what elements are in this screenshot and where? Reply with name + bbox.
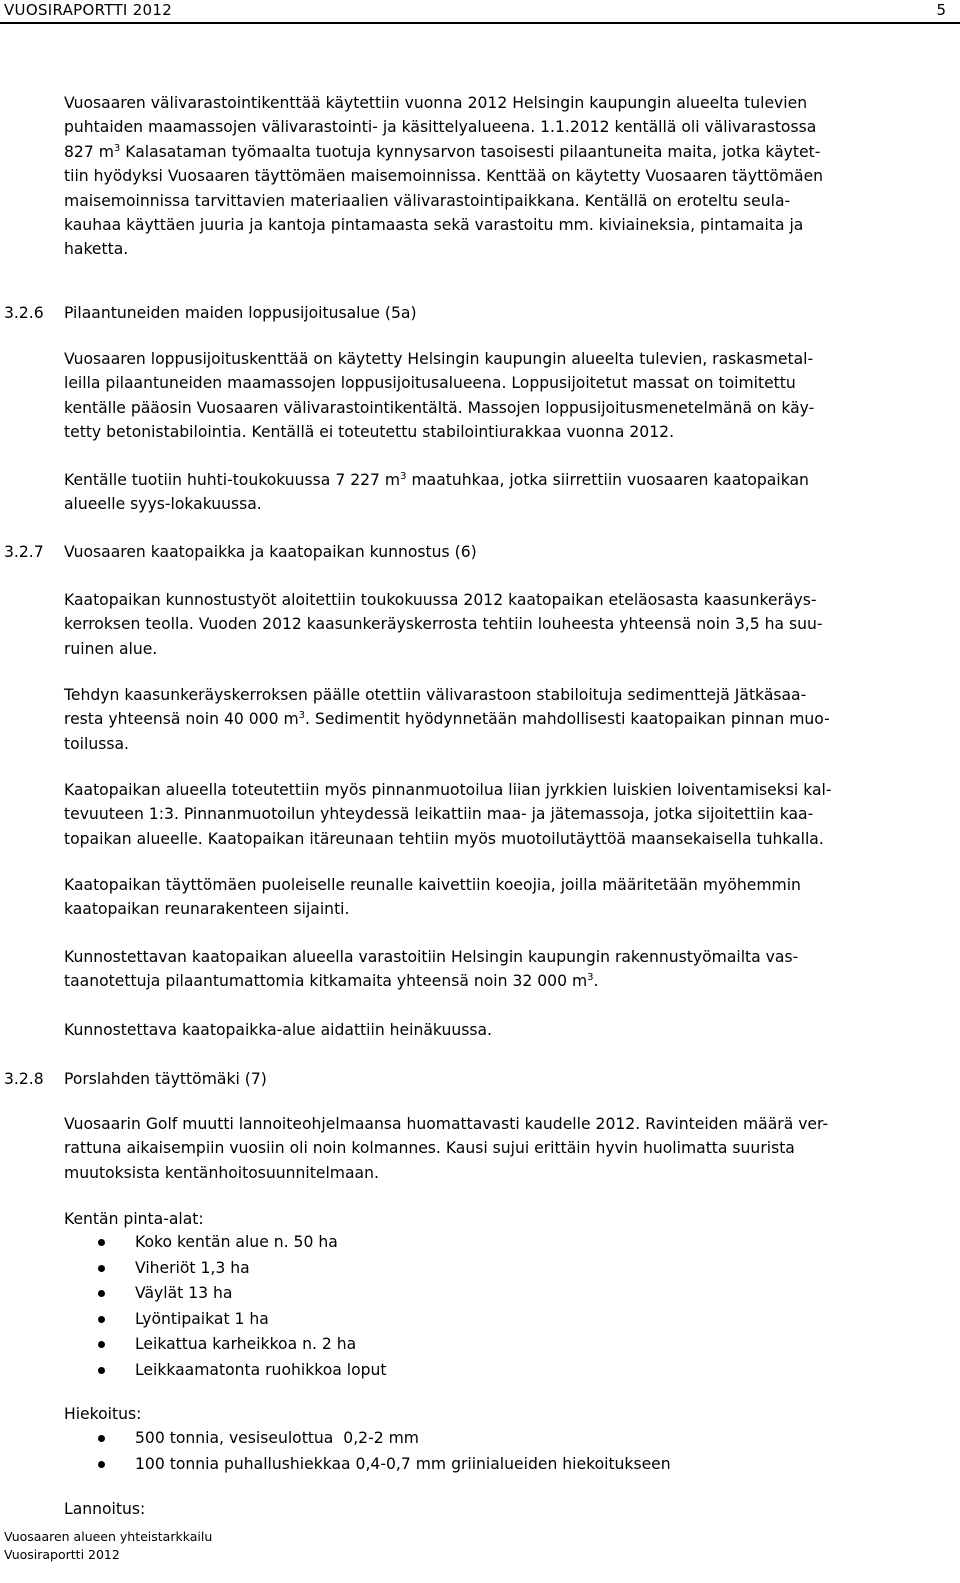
section-title: Pilaantuneiden maiden loppusijoitusalue (5a) — [64, 304, 417, 322]
list-heading: Lannoitus: — [64, 1500, 146, 1518]
paragraph — [64, 588, 944, 661]
section-title: Porslahden täyttömäki (7) — [64, 1070, 267, 1088]
paragraph — [64, 347, 944, 445]
text-line: muutoksista kentänhoitosuunnitelmaan. — [64, 1163, 379, 1182]
footer-line: Vuosaaren alueen yhteistarkkailu — [4, 1529, 213, 1544]
paragraph — [64, 468, 944, 517]
text-line: Kunnostettavan kaatopaikan alueella varastoitiin Helsingin kaupungin rakennustyömailta vas- — [64, 948, 799, 966]
page-header — [0, 0, 960, 26]
bullet-icon — [98, 1316, 105, 1323]
list-item: Leikkaamatonta ruohikkoa loput — [64, 1358, 864, 1384]
superscript: 3 — [298, 710, 306, 722]
list-item: 100 tonnia puhallushiekkaa 0,4-0,7 mm griinialueiden hiekoitukseen — [64, 1452, 864, 1478]
bullet-icon — [98, 1435, 105, 1442]
section-title: Vuosaaren kaatopaikka ja kaatopaikan kunnostus (6) — [64, 543, 477, 561]
text-line: topaikan alueelle. Kaatopaikan itäreunaan tehtiin myös muotoilutäyttöä maansekaisella tuhkalla. — [64, 829, 824, 848]
superscript: 3 — [587, 972, 594, 984]
text-line: kerroksen teolla. Vuoden 2012 kaasunkeräyskerrosta tehtiin louheesta yhteensä noin 3,5 ha suu- — [64, 615, 823, 634]
section-number: 3.2.8 — [4, 1070, 44, 1088]
paragraph — [64, 1018, 944, 1042]
footer-line: Vuosiraportti 2012 — [4, 1547, 120, 1562]
text-line: tevuuteen 1:3. Pinnanmuotoilun yhteydessä leikattiin maa- ja jätemassoja, jotka sijoitettiin kaa- — [64, 805, 814, 824]
bullet-icon — [98, 1341, 105, 1348]
text-line: ruinen alue. — [64, 639, 158, 658]
list-heading: Kentän pinta-alat: — [64, 1210, 204, 1228]
page-number: 5 — [936, 1, 946, 19]
section-number: 3.2.6 — [4, 304, 44, 322]
text-line: kentälle pääosin Vuosaaren välivarastointikentältä. Massojen loppusijoitusmenetelmänä on käy- — [64, 398, 815, 417]
report-title: VUOSIRAPORTTI 2012 — [4, 1, 173, 19]
bullet-icon — [98, 1461, 105, 1468]
text-line: Kaatopaikan alueella toteutettiin myös pinnanmuotoilua liian jyrkkien luiskien loiventamiseksi kal- — [64, 781, 832, 799]
text-line: resta yhteensä noin 40 000 $m^3$. Sedimentit hyödynnetään mahdollisesti kaatopaikan pinnan muo- — [64, 710, 830, 729]
paragraph — [64, 945, 944, 994]
text-line: Kaatopaikan kunnostustyöt aloitettiin toukokuussa 2012 kaatopaikan eteläosasta kaasunkeräys- — [64, 591, 817, 609]
text-line: Vuosaaren välivarastointikenttää käytettiin vuonna 2012 Helsingin kaupungin alueelta tulevien — [64, 94, 808, 112]
paragraph — [64, 1112, 944, 1185]
text-line: leilla pilaantuneiden maamassojen loppusijoitusalueena. Loppusijoitetut massat on toimitettu — [64, 374, 796, 393]
bullet-icon — [98, 1290, 105, 1297]
text-line: Tehdyn kaasunkeräyskerroksen päälle otettiin välivarastoon stabiloituja sedimenttejä Jätkäsaa- — [64, 686, 807, 704]
text-line: kauhaa käyttäen juuria ja kantoja pintamaasta sekä varastoitu mm. kiviaineksia, pintamaita ja — [64, 216, 804, 235]
text-line: haketta. — [64, 240, 129, 259]
paragraph — [64, 873, 944, 922]
text-line: Kaatopaikan täyttömäen puoleiselle reunalle kaivettiin koeojia, joilla määritetään myöhemmin — [64, 876, 801, 894]
text-line: 827 $m^3$ Kalasataman työmaalta tuotuja kynnysarvon tasoisesti pilaantuneita maita, jotka käytet- — [64, 142, 821, 161]
text-line: puhtaiden maamassojen välivarastointi- ja käsittelyalueena. 1.1.2012 kentällä oli välivarastossa — [64, 118, 817, 137]
bullet-icon — [98, 1265, 105, 1272]
list-item: 500 tonnia, vesiseulottua 0,2-2 mm — [64, 1426, 864, 1452]
text-line: Kentälle tuotiin huhti-toukokuussa 7 227 $m^3$ maatuhkaa, jotka siirrettiin vuosaaren kaatopaikan — [64, 470, 809, 489]
bullet-icon — [98, 1367, 105, 1374]
field-areas-list — [64, 1230, 864, 1383]
sanding-list — [64, 1426, 864, 1477]
list-item: Viheriöt 1,3 ha — [64, 1256, 864, 1282]
text-line: alueelle syys-lokakuussa. — [64, 495, 262, 514]
list-item: Koko kentän alue n. 50 ha — [64, 1230, 864, 1256]
text-line: Vuosaaren loppusijoituskenttää on käytetty Helsingin kaupungin alueelta tulevien, raskasmetal- — [64, 350, 814, 368]
superscript: 3 — [113, 142, 121, 154]
list-item: Lyöntipaikat 1 ha — [64, 1307, 864, 1333]
paragraph — [64, 778, 944, 851]
text-line: maisemoinnissa tarvittavien materiaalien välivarastointipaikkana. Kentällä on eroteltu seula- — [64, 191, 791, 210]
text-line: Kunnostettava kaatopaikka-alue aidattiin heinäkuussa. — [64, 1021, 492, 1039]
text-line: rattuna aikaisempiin vuosiin oli noin kolmannes. Kausi sujui erittäin hyvin huolimatta suurista — [64, 1139, 795, 1158]
text-line: tiin hyödyksi Vuosaaren täyttömäen maisemoinnissa. Kenttää on käytetty Vuosaaren täyttömäen — [64, 167, 824, 186]
paragraph — [64, 683, 944, 756]
bullet-icon — [98, 1239, 105, 1246]
text-line: taanotettuja pilaantumattomia kitkamaita yhteensä noin 32 000 $m^3$. — [64, 972, 599, 991]
header-divider — [0, 22, 960, 24]
text-line: toilussa. — [64, 734, 129, 753]
list-heading: Hiekoitus: — [64, 1405, 142, 1423]
text-line: Vuosaarin Golf muutti lannoiteohjelmaansa huomattavasti kaudelle 2012. Ravinteiden määrä ver- — [64, 1115, 829, 1133]
superscript: 3 — [400, 470, 407, 482]
intro-paragraph — [64, 91, 944, 262]
section-number: 3.2.7 — [4, 543, 44, 561]
list-item: Väylät 13 ha — [64, 1281, 864, 1307]
page-footer — [4, 1528, 212, 1564]
text-line: tetty betonistabilointia. Kentällä ei toteutettu stabilointiurakkaa vuonna 2012. — [64, 423, 675, 442]
list-item: Leikattua karheikkoa n. 2 ha — [64, 1332, 864, 1358]
text-line: kaatopaikan reunarakenteen sijainti. — [64, 900, 350, 919]
